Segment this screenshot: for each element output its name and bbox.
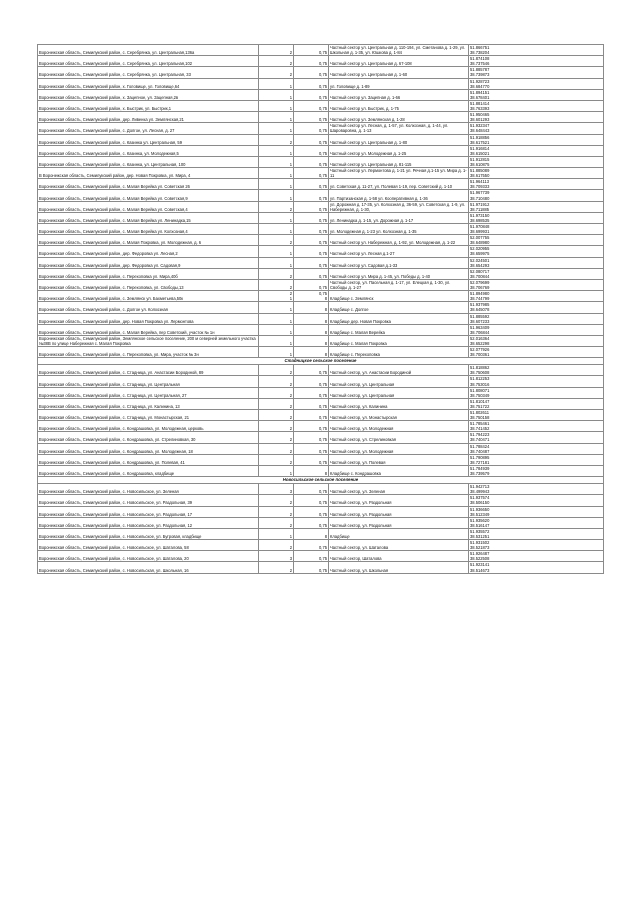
coordinates-cell: 51.916814 38.615021 (469, 145, 604, 156)
container-volume-cell: 0,75 (294, 495, 329, 506)
container-count-cell: 1 (259, 145, 294, 156)
container-count-cell: 2 (259, 268, 294, 279)
table-row (38, 324, 604, 335)
served-area-cell: Частный сектор ул. Центральная д. 1-80 (329, 134, 469, 145)
address-cell: Воронежская область, Семилукский район, с. Новосильское, ул. Зеленая (38, 484, 259, 495)
section-title: Новосильское сельское поселение (38, 477, 604, 484)
container-volume-cell: 0,75 (294, 89, 329, 100)
table-row (38, 179, 604, 190)
address-cell: Воронежская область, Семилукский район, с. Новосильское, ул. Шаталова, 58 (38, 540, 259, 551)
coordinates-cell: 51.932347 38.648443 (469, 123, 604, 134)
served-area-cell: Кладбище с. Малая Покровка (329, 335, 469, 346)
address-cell: Воронежская область, Семилукский район, с. Новосильское, ул. Бугровая, кладбище (38, 528, 259, 539)
container-volume-cell: 0,75 (294, 257, 329, 268)
table-row (38, 562, 604, 573)
coordinates-cell: 51.973150 38.698535 (469, 212, 604, 223)
address-cell: Воронежская область, Семилукский район, Землянское сельское поселение, 200 м северней земельного участка №38В по улице Набережная с. Малая Покровка (38, 335, 259, 346)
coordinates-cell: 51.950465 38.601293 (469, 112, 604, 123)
container-volume-cell: 0,75 (294, 506, 329, 517)
container-volume-cell: 0,75 (294, 410, 329, 421)
served-area-cell: Частный сектор ул. Садовая д.1-33 (329, 257, 469, 268)
served-area-cell: Частный сектор, ул. Раздольная (329, 495, 469, 506)
container-count-cell: 2 (259, 279, 294, 290)
table-row (38, 335, 604, 346)
coordinates-cell: 51.928723 38.684770 (469, 78, 604, 89)
container-count-cell: 2 (259, 67, 294, 78)
served-area-cell: Кладбище с. Долгое (329, 302, 469, 313)
address-cell: Воронежская область, Семилукский район, с. Перехоповка, ул. Мира, участок № 3н (38, 347, 259, 358)
coordinates-cell: 51.808071 38.750349 (469, 387, 604, 398)
coordinates-cell: 52.079699 38.706769 (469, 279, 604, 290)
served-area-cell: ул. Молодежная д. 1-23 ул. Колхозная д. 1-35 (329, 224, 469, 235)
coordinates-cell: 51.964113 38.709333 (469, 179, 604, 190)
address-cell: Воронежская область, Семилукский район, х. Быстрик, ул. Быстрик,1 (38, 100, 259, 111)
container-count-cell: 2 (259, 454, 294, 465)
coordinates-cell: 51.794223 38.740471 (469, 432, 604, 443)
table-row (38, 506, 604, 517)
coordinates-cell: 51.923141 38.514673 (469, 562, 604, 573)
container-count-cell: 1 (259, 528, 294, 539)
container-volume-cell: 8 (294, 335, 329, 346)
container-volume-cell: 0,75 (294, 551, 329, 562)
address-cell: Воронежская область, Семилукский район, с. Новосильская, ул. Школьная, 16 (38, 562, 259, 573)
container-volume-cell: 0,75 (294, 376, 329, 387)
container-volume-cell: 0,75 (294, 100, 329, 111)
served-area-cell: Частный сектор ул. Центральная д. 1-60 (329, 67, 469, 78)
coordinates-cell: 51.810147 38.751722 (469, 398, 604, 409)
address-cell: В Воронежская область, Семилукский район, дер. Новая Покровка, ул. Мира, 4 (38, 168, 259, 179)
container-count-cell: 1 (259, 212, 294, 223)
served-area-cell: Кладбище с. Землянск (329, 291, 469, 302)
container-volume-cell: 0,75 (294, 443, 329, 454)
served-area-cell: ул. Головище д. 1-89 (329, 78, 469, 89)
coordinates-cell: 51.942713 38.499943 (469, 484, 604, 495)
coordinates-cell: 51.885787 38.739873 (469, 67, 604, 78)
container-count-cell: 1 (259, 465, 294, 476)
table-row (38, 145, 604, 156)
coordinates-cell: 51.936650 38.512349 (469, 506, 604, 517)
container-volume-cell: 0,75 (294, 56, 329, 67)
coordinates-cell: 51.918856 38.617521 (469, 134, 604, 145)
address-cell: Воронежская область, Семилукский район, дер. Федоровка ул. Садовая,9 (38, 257, 259, 268)
table-row (38, 432, 604, 443)
coordinates-cell: 51.926487 38.522508 (469, 551, 604, 562)
coordinates-cell: 51.937985 38.645078 (469, 302, 604, 313)
table-row (38, 365, 604, 376)
address-cell: Воронежская область, Семилукский район, с. Малая Верейка ул. Советская 26 (38, 179, 259, 190)
container-volume-cell: 8 (294, 528, 329, 539)
address-cell: Воронежская область, Семилукский район, с. Новосильское, ул. Раздольная, 12 (38, 517, 259, 528)
container-count-cell: 3 (259, 551, 294, 562)
address-cell: Воронежская область, Семилукский район, с. Казинка ул. Центральная, 59 (38, 134, 259, 145)
address-cell: Воронежская область, Семилукский район, с. Стадница, ул. Калинина, 13 (38, 398, 259, 409)
coordinates-cell: 51.912815 38.610875 (469, 156, 604, 167)
container-volume-cell: 0,75 (294, 67, 329, 78)
address-cell: Воронежская область, Семилукский район, с. Землянск ул. Бахметьева,50к (38, 291, 259, 302)
container-count-cell: 2 1 (259, 291, 294, 302)
container-count-cell: 1 (259, 302, 294, 313)
served-area-cell: Частный сектор ул. Молодежная д. 1-25 (329, 145, 469, 156)
container-count-cell: 1 (259, 347, 294, 358)
table-row (38, 134, 604, 145)
container-volume-cell: 0,75 (294, 235, 329, 246)
coordinates-cell: 51.971912 38.711885 (469, 201, 604, 212)
section-title: Стадницкое сельское поселение (38, 358, 604, 365)
served-area-cell: Частный сектор ул. Землянская д. 1-28 (329, 112, 469, 123)
served-area-cell: Частный сектор, ул. Шаталова (329, 540, 469, 551)
container-count-cell: 1 (259, 168, 294, 179)
served-area-cell: Частный сектор, ул. Монастырская (329, 410, 469, 421)
container-count-cell: 2 (259, 517, 294, 528)
table-row (38, 517, 604, 528)
coordinates-cell: 52.077926 38.700361 (469, 347, 604, 358)
container-volume-cell: 0,75 (294, 156, 329, 167)
container-count-cell: 1 (259, 313, 294, 324)
container-count-cell: 2 (259, 562, 294, 573)
container-count-cell: 1 (259, 224, 294, 235)
address-cell: Воронежская область, Семилукский район, с. Новосильское, ул. Раздольная, 17 (38, 506, 259, 517)
container-volume-cell: 0,75 (294, 562, 329, 573)
container-count-cell: 1 (259, 335, 294, 346)
table-row (38, 376, 604, 387)
served-area-cell: Частный сектор, ул. Стрелиновкая (329, 432, 469, 443)
container-count-cell: 1 (259, 123, 294, 134)
table-row (38, 313, 604, 324)
address-cell: Воронежская область, Семилукский район, х. Зацепное, ул. Зацепная,2в (38, 89, 259, 100)
served-area-cell: Частный сектор ул. Зацепная д. 1-66 (329, 89, 469, 100)
table-row (38, 100, 604, 111)
coordinates-cell: 52.007755 38.648980 (469, 235, 604, 246)
address-cell: Воронежская область, Семилукский район, с. Малая Верейка ул. Ленинадка,15 (38, 212, 259, 223)
coordinates-cell: 51.894980 38.744799 (469, 291, 604, 302)
container-volume-cell: 0,75 (294, 484, 329, 495)
address-cell: Воронежская область, Семилукский район, с. Новосильское, ул. Шаталова, 20 (38, 551, 259, 562)
served-area-cell: ул. Дорожная д. 17-35, ул. Колхозная д. 36-59, ул. Советская д. 1-9, ул. Набережная, д. 1-30, (329, 201, 469, 212)
table-row (38, 257, 604, 268)
served-area-cell: Кладбище с. Кондрашовка (329, 465, 469, 476)
address-cell: Воронежская область, Семилукский район, с. Малая Верейка, пер Советский, участок № 1н (38, 324, 259, 335)
served-area-cell: Частный сектор ул. Быстрик, д. 1-75 (329, 100, 469, 111)
container-volume-cell: 8 (294, 347, 329, 358)
container-count-cell: 1 (259, 190, 294, 201)
served-area-cell: Частный сектор, ул. Пасельная д. 1-17, ул. Елецкая д. 1-30, ул. Свободы д. 1-27 (329, 279, 469, 290)
container-volume-cell: 0,75 (294, 421, 329, 432)
coordinates-cell: 51.818862 38.750608 (469, 365, 604, 376)
container-volume-cell: 8 (294, 324, 329, 335)
coordinates-cell: 51.784939 38.739579 (469, 465, 604, 476)
address-cell: Воронежская область, Семилукский район, х. Головище, ул. Головище,64 (38, 78, 259, 89)
table-row (38, 484, 604, 495)
served-area-cell: Частный сектор, ул. Школьная (329, 562, 469, 573)
coordinates-cell: 51.935572 38.531251 (469, 528, 604, 539)
container-volume-cell: 0,75 (294, 279, 329, 290)
address-cell: Воронежская область, Семилукский район, с. Кондрашовка, ул. Стрелиновкая, 30 (38, 432, 259, 443)
address-cell: Воронежская область, Семилукский район, с. Серебрянка, ул. Центральная,136а (38, 45, 259, 56)
served-area-cell: Частный сектор, ул. Раздольная (329, 517, 469, 528)
served-area-cell: Частный сектор, ул. Раздольная (329, 506, 469, 517)
address-cell: Воронежская область, Семилукский район, с. Серебрянка, ул. Центральная, 33 (38, 67, 259, 78)
coordinates-cell: 52.020955 38.659975 (469, 246, 604, 257)
coordinates-cell: 51.894151 38.678401 (469, 89, 604, 100)
table-row (38, 347, 604, 358)
served-area-cell: Частный сектор, ул. Калинина (329, 398, 469, 409)
address-cell: Воронежская область, Семилукский район, с. Стадница, ул. Центральная (38, 376, 259, 387)
container-count-cell: 1 (259, 179, 294, 190)
table-row (38, 454, 604, 465)
table-row (38, 67, 604, 78)
table-row (38, 291, 604, 302)
served-area-cell: Частный сектор ул. Центральная д. 81-115 (329, 156, 469, 167)
address-cell: Воронежская область, Семилукский район, с. Малая Покровка, ул. Молодежная, д. 6 (38, 235, 259, 246)
container-volume-cell: 0,75 (294, 224, 329, 235)
address-cell: Воронежская область, Семилукский район, с. Перехоповка ул. Мира,40б (38, 268, 259, 279)
table-row (38, 45, 604, 56)
served-area-cell: Частный сектор ул. Набережная, д. 1-92, ул. Молодежная, д. 1-22 (329, 235, 469, 246)
container-count-cell: 1 (259, 156, 294, 167)
address-cell: Воронежская область, Семилукский район, с. Кондрашовка, ул. Молодежная, церковь (38, 421, 259, 432)
document-page (37, 44, 603, 574)
served-area-cell: Кладбище (329, 528, 469, 539)
container-count-cell: 2 (259, 387, 294, 398)
container-count-cell: 2 (259, 421, 294, 432)
container-volume-cell: 8 (294, 313, 329, 324)
table-row (38, 465, 604, 476)
container-volume-cell: 0,75 (294, 179, 329, 190)
served-area-cell: Частный сектор, ул. Зеленая (329, 484, 469, 495)
coordinates-cell: 51.881414 38.763393 (469, 100, 604, 111)
table-row (38, 89, 604, 100)
coordinates-cell: 52.016364 38.652298 (469, 335, 604, 346)
address-cell: Воронежская область, Семилукский район, с. Казинка, ул. Молодежная,5 (38, 145, 259, 156)
address-cell: Воронежская область, Семилукский район, с. Новосильское, ул. Раздольная, 39 (38, 495, 259, 506)
address-cell: Воронежская область, Семилукский район, с. Кондрашовка, ул. Полевая, 41 (38, 454, 259, 465)
container-count-cell: 1 (259, 78, 294, 89)
table-row (38, 78, 604, 89)
served-area-cell: Частный сектор ул. Лесная, д. 1-57, ул. Колхозная, д. 1-44, ул. Шароваровна, д. 1-13 (329, 123, 469, 134)
coordinates-cell: 51.788424 38.740487 (469, 443, 604, 454)
coordinates-cell: 51.812253 38.753016 (469, 376, 604, 387)
served-area-cell: Частный сектор, Шаталова (329, 551, 469, 562)
served-area-cell: Кладбище с. Малая Верейка (329, 324, 469, 335)
container-count-cell: 2 (259, 365, 294, 376)
address-cell: Воронежская область, Семилукский район, с. Кондрашовка, ул. Молодежная, 18 (38, 443, 259, 454)
table-row (38, 279, 604, 290)
table-row (38, 268, 604, 279)
container-count-cell: 2 (259, 235, 294, 246)
container-count-cell: 2 (259, 410, 294, 421)
address-cell: Воронежская область, Семилукский район, с. Стадница, ул. Монастырская, 21 (38, 410, 259, 421)
container-volume-cell: 0,75 (294, 517, 329, 528)
address-cell: Воронежская область, Семилукский район, с. Стадница, ул. Анастасии Бородиной, 89 (38, 365, 259, 376)
coordinates-cell: 51.874108 38.737546 (469, 56, 604, 67)
container-count-cell: 1 (259, 324, 294, 335)
table-row (38, 246, 604, 257)
table-row (38, 410, 604, 421)
address-cell: Воронежская область, Семилукский район, дер. Федоровка ул. Лесная,2 (38, 246, 259, 257)
coordinates-cell: 51.931502 38.521873 (469, 540, 604, 551)
container-volume-cell: 0,75 (294, 45, 329, 56)
container-count-cell: 2 (259, 45, 294, 56)
address-cell: Воронежская область, Семилукский район, с. Малая Верейка ул. Советская,9 (38, 190, 259, 201)
served-area-cell: Частный сектор, ул. Полевая (329, 454, 469, 465)
container-volume-cell: 0,75 (294, 123, 329, 134)
container-count-cell: 2 (259, 56, 294, 67)
container-count-cell: 2 (259, 540, 294, 551)
served-area-cell: Частный сектор, ул. Центральная (329, 387, 469, 398)
container-count-cell: 2 (259, 495, 294, 506)
table-row (38, 235, 604, 246)
table-row (38, 540, 604, 551)
coordinates-cell: 52.080717 38.700844 (469, 268, 604, 279)
table-row (38, 212, 604, 223)
container-volume-cell: 0,75 8 (294, 291, 329, 302)
coordinates-cell: 51.802611 38.750158 (469, 410, 604, 421)
table-row (38, 190, 604, 201)
table-row (38, 224, 604, 235)
served-area-cell: Частный сектор ул. Мира д. 1-45, ул. Победы д. 1-40 (329, 268, 469, 279)
address-cell: Воронежская область, Семилукский район, с. Перехоповка, ул. Свободы,13 (38, 279, 259, 290)
section-header-row (38, 477, 604, 484)
address-cell: Воронежская область, Семилукский район, с. Малая Верейка ул. Советская,4 (38, 201, 259, 212)
container-sites-table (37, 44, 604, 574)
container-volume-cell: 0,75 (294, 212, 329, 223)
table-row (38, 56, 604, 67)
served-area-cell: ул. Ленинадка д. 1-15, ул. Дорожная д. 1-17 (329, 212, 469, 223)
table-row (38, 112, 604, 123)
container-count-cell: 2 (259, 398, 294, 409)
address-cell: Воронежская область, Семилукский район, с. Казинка, ул. Центральная, 100 (38, 156, 259, 167)
coordinates-cell: 51.866751 38.738204 (469, 45, 604, 56)
container-count-cell: 1 (259, 246, 294, 257)
coordinates-cell: 51.785461 38.741452 (469, 421, 604, 432)
container-volume-cell: 0,75 (294, 387, 329, 398)
container-count-cell: 1 (259, 100, 294, 111)
container-volume-cell: 0,75 (294, 268, 329, 279)
served-area-cell: Частный сектор ул. Центральная д. 110-194, ул. Сметанова д. 1-29, ул. Школьная д. 1-35, ул. Юшкова д. 1-84 (329, 45, 469, 56)
container-volume-cell: 0,75 (294, 398, 329, 409)
container-count-cell: 1 (259, 89, 294, 100)
table-row (38, 421, 604, 432)
table-row (38, 123, 604, 134)
served-area-cell: ул. Партизанская д. 1-58 ул. Кооперативная д. 1-36 (329, 190, 469, 201)
address-cell: Воронежская область, Семилукский район, с. Долгое ул. Колхозная (38, 302, 259, 313)
container-volume-cell: 0,75 (294, 112, 329, 123)
table-row (38, 156, 604, 167)
coordinates-cell: 51.970848 38.699931 (469, 224, 604, 235)
container-volume-cell: 0,75 (294, 168, 329, 179)
table-row (38, 398, 604, 409)
container-count-cell: 1 (259, 257, 294, 268)
coordinates-cell: 51.937574 38.506150 (469, 495, 604, 506)
address-cell: Воронежская область, Семилукский район, с. Малая Верейка ул. Колхозная,4 (38, 224, 259, 235)
served-area-cell: Кладбище с. Перехоповка (329, 347, 469, 358)
container-volume-cell: 0,75 (294, 190, 329, 201)
container-volume-cell: 0,75 (294, 365, 329, 376)
address-cell: Воронежская область, Семилукский район, с. Кондрашовка, кладбище (38, 465, 259, 476)
served-area-cell: Частный сектор, ул. Центральная (329, 376, 469, 387)
container-count-cell: 2 (259, 134, 294, 145)
table-row (38, 201, 604, 212)
served-area-cell: Частный сектор, ул. Молодежная (329, 421, 469, 432)
container-count-cell: 3 (259, 484, 294, 495)
table-row (38, 528, 604, 539)
served-area-cell: Частный сектор ул. Лермонтова д. 1-21 ул. Речная д.1-15 ул. Мира д. 1-11 (330, 168, 467, 179)
container-volume-cell: 0,75 (294, 134, 329, 145)
coordinates-cell: 51.885089 38.617550 (469, 168, 604, 179)
address-cell: Воронежская область, Семилукский район, дер. Ливенка ул. Землянская,21 (38, 112, 259, 123)
table-row (38, 443, 604, 454)
coordinates-cell: 51.963409 38.706844 (469, 324, 604, 335)
served-area-cell: Частный сектор ул. Центральная д. 67-108 (329, 56, 469, 67)
container-volume-cell: 8 (294, 465, 329, 476)
table-row (38, 168, 604, 179)
served-area-cell: Частный сектор ул. Лесная д.1-27 (329, 246, 469, 257)
table-row (38, 387, 604, 398)
container-volume-cell: 0,75 (294, 540, 329, 551)
container-volume-cell: 8 (294, 302, 329, 313)
coordinates-cell: 52.024501 38.654293 (469, 257, 604, 268)
container-volume-cell: 0,75 (294, 78, 329, 89)
container-volume-cell: 0,75 (294, 246, 329, 257)
container-count-cell: 2 (259, 432, 294, 443)
container-volume-cell: 0,75 (294, 432, 329, 443)
table-row (38, 495, 604, 506)
container-volume-cell: 0,75 (294, 201, 329, 212)
coordinates-cell: 51.967739 38.710480 (469, 190, 604, 201)
coordinates-cell: 51.790895 38.727181 (469, 454, 604, 465)
served-area-cell: Кладбище дер. Новая Покровка (329, 313, 469, 324)
container-count-cell: 2 (259, 201, 294, 212)
served-area-cell: Частный сектор, ул. Анастасии Бородиной (329, 365, 469, 376)
container-count-cell: 2 (259, 443, 294, 454)
section-header-row (38, 358, 604, 365)
coordinates-cell: 51.935620 38.516147 (469, 517, 604, 528)
container-volume-cell: 0,75 (294, 145, 329, 156)
table-row (38, 551, 604, 562)
address-cell: Воронежская область, Семилукский район, с. Долгое, ул. Лесная, д. 27 (38, 123, 259, 134)
address-cell: Воронежская область, Семилукский район, дер. Новая Покровка ул. Лермонтова (38, 313, 259, 324)
served-area-cell: ул. Советская д. 11-27, ул. Полевая 1-19, пер. Советский д. 1-10 (329, 179, 469, 190)
served-area-cell: Частный сектор, ул. Молодежная (329, 443, 469, 454)
container-count-cell: 1 (259, 112, 294, 123)
table-body (38, 45, 604, 574)
address-cell: Воронежская область, Семилукский район, с. Серебрянка, ул. Центральная,102 (38, 56, 259, 67)
coordinates-cell: 51.885592 38.607233 (469, 313, 604, 324)
table-row (38, 302, 604, 313)
container-count-cell: 2 (259, 506, 294, 517)
container-count-cell: 2 (259, 376, 294, 387)
container-volume-cell: 0,75 (294, 454, 329, 465)
address-cell: Воронежская область, Семилукский район, с. Стадница, ул. Центральная, 27 (38, 387, 259, 398)
